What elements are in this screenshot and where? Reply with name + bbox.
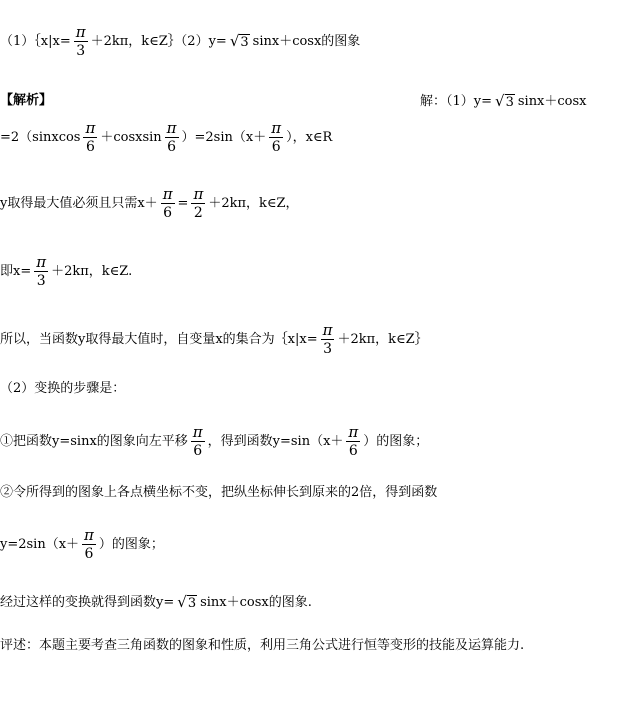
fraction-pi-over-3: $\frac{\pi}{3}$	[322, 321, 333, 357]
sqrt-3: √3	[495, 92, 514, 110]
fraction-pi-over-3: $\frac{\pi}{3}$	[36, 253, 47, 289]
steps-heading: （2）变换的步骤是：	[0, 381, 126, 396]
derivation-line-1: =2（sinxcos $\frac{\pi}{6}$ ＋cosxsin $\frac{\pi}{6}$ ）=2sin（x＋ $\frac{\pi}{6}$ ），x∈R	[0, 119, 333, 155]
fraction-pi-over-2: $\frac{\pi}{2}$	[193, 185, 204, 221]
fraction-pi-over-6: $\frac{\pi}{6}$	[166, 119, 177, 155]
x-value-line: 即x= $\frac{\pi}{3}$ ＋2kπ，k∈Z.	[0, 253, 133, 289]
conclusion-line: 所以，当函数y取得最大值时，自变量x的集合为｛x|x= $\frac{\pi}{3}$ ＋2kπ，k∈Z｝	[0, 321, 428, 357]
fraction-pi-over-6: $\frac{\pi}{6}$	[162, 185, 173, 221]
commentary-line: 评述：本题主要考查三角函数的图象和性质，利用三角公式进行恒等变形的技能及运算能力.	[0, 638, 525, 653]
sqrt-3: √3	[177, 593, 197, 611]
problem-line	[0, 24, 360, 60]
fraction-pi-over-3: $\frac{\pi}{3}$	[75, 23, 86, 59]
fraction-pi-over-6: $\frac{\pi}{6}$	[84, 526, 94, 562]
max-condition-line: y取得最大值必须且只需x＋ $\frac{\pi}{6}$ = $\frac{\pi}{2}$ ＋2kπ，k∈Z，	[0, 185, 299, 221]
problem-part-3: sinx＋cosx的图象	[252, 34, 361, 49]
fraction-pi-over-6: $\frac{\pi}{6}$	[271, 119, 282, 155]
fraction-pi-over-6: $\frac{\pi}{6}$	[192, 423, 203, 459]
fraction-pi-over-6: $\frac{\pi}{6}$	[348, 423, 359, 459]
final-result-line: 经过这样的变换就得到函数y= √3 sinx＋cosx的图象.	[0, 593, 312, 611]
step-2-line: ②令所得到的图象上各点横坐标不变，把纵坐标伸长到原来的2倍，得到函数	[0, 485, 438, 500]
analysis-heading: 【解析】	[0, 93, 53, 108]
problem-part-2: ＋2kπ，k∈Z｝（2）y=	[90, 34, 227, 49]
fraction-pi-over-6: $\frac{\pi}{6}$	[85, 119, 96, 155]
step-1-line: ①把函数y=sinx的图象向左平移 $\frac{\pi}{6}$ ，得到函数y=sin（x＋ $\frac{\pi}{6}$ ）的图象；	[0, 423, 429, 459]
problem-part-1: （1）｛x|x=	[0, 34, 71, 49]
step-2-result-line: y=2sin（x＋ $\frac{\pi}{6}$ ）的图象；	[0, 526, 164, 562]
sqrt-3: √3	[229, 32, 249, 50]
solution-start: 解：（1）y= √3 sinx＋cosx	[420, 92, 587, 110]
